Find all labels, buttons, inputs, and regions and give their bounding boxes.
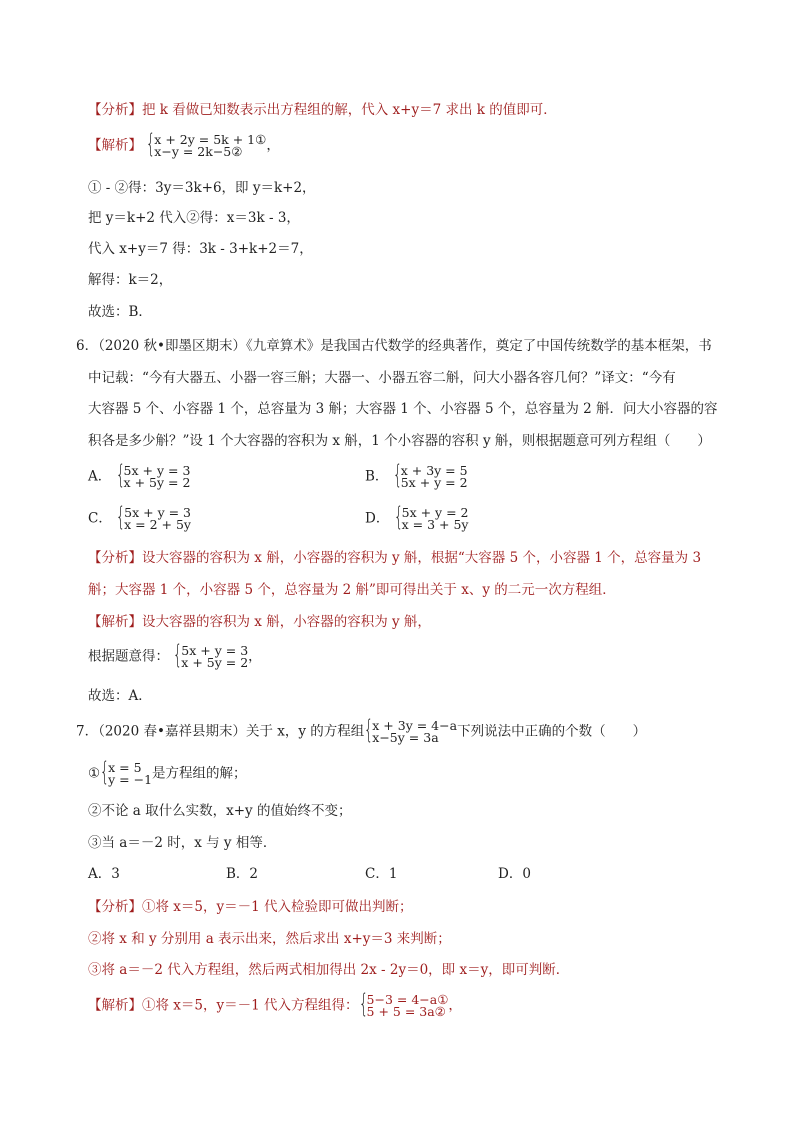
q7-analysis-line-2: ②将 x 和 y 分别用 a 表示出来，然后求出 x+y＝3 来判断； [88,931,451,947]
q6-stem-line-4: 积各是多少斛？”设 1 个大容器的容积为 x 斛，1 个小容器的容积 y 斛，则根据题意可列方程组（ ） [88,433,711,449]
analysis-tag: 【分析】 [88,102,142,118]
q6-stem-line-1: 6．（2020 秋•即墨区期末）《九章算术》是我国古代数学的经典著作，奠定了中国传统数学的基本框架，书 [76,338,712,354]
q6-by-problem: 根据题意得： { 5x + y = 3 x + 5y = 2 ， [88,645,262,669]
q6-option-d[interactable]: D． { 5x + y = 2 x = 3 + 5y [365,507,468,531]
q6-stem-line-3: 大容器 5 个、小容器 1 个，总容量为 3 斛；大容器 1 个、小容器 5 个，总容量为 2 斛．问大小容器的容 [88,401,718,417]
equation-system: { 5−3 = 4−a① 5 + 5 = 3a② [359,994,449,1018]
q7-option-b[interactable]: B．2 [226,866,259,882]
q7-statement-1: ① { x = 5 y = −1 是方程组的解； [88,762,247,786]
q6-option-c[interactable]: C． { 5x + y = 3 x = 2 + 5y [88,507,191,531]
q5-analysis [88,100,557,120]
q7-statement-2: ②不论 a 取什么实数，x+y 的值始终不变； [88,803,352,819]
q6-option-a[interactable]: A． { 5x + y = 3 x + 5y = 2 [88,465,190,489]
solution-tag: 【解析】 [88,137,142,154]
q6-solution: 【解析】设大容器的容积为 x 斛，小容器的容积为 y 斛， [88,614,431,630]
q6-analysis-line-1: 【分析】设大容器的容积为 x 斛，小容器的容积为 y 斛，根据“大容器 5 个，小容器 1 个，总容量为 3 [88,550,702,566]
q7-solution: 【解析】①将 x＝5，y＝－1 代入方程组得： { 5−3 = 4−a① 5 + 5 = 3a② ， [88,994,462,1018]
equation-system: { 5x + y = 3 x + 5y = 2 [173,645,248,669]
q5-step-3: 代入 x+y＝7 得：3k - 3+k+2＝7， [88,241,313,257]
q7-analysis-line-1: 【分析】①将 x＝5，y＝－1 代入检验即可做出判断； [88,899,413,915]
q5-solution: 【解析】 { x + 2y = 5k + 1① x−y = 2k−5② ， [88,134,280,158]
q7-analysis-line-3: ③将 a＝－2 代入方程组，然后两式相加得出 2x - 2y＝0，即 x＝y，即可判断． [88,962,570,978]
q6-option-b[interactable]: B． { x + 3y = 5 5x + y = 2 [365,465,468,489]
q7-option-a[interactable]: A．3 [88,866,120,882]
q7-option-d[interactable]: D．0 [498,866,531,882]
q5-step-1: ① - ②得：3y＝3k+6，即 y＝k+2， [88,180,316,196]
q5-answer: 故选：B． [88,304,152,320]
q6-stem-line-2: 中记载：“今有大器五、小器一容三斛；大器一、小器五容二斛，问大小器各容几何？”译文：“今有 [88,370,676,386]
equation-system: { x + 3y = 4−a x−5y = 3a [364,720,457,744]
q5-step-4: 解得：k＝2， [88,272,173,288]
q7-statement-3: ③当 a＝－2 时，x 与 y 相等． [88,835,277,851]
q7-option-c[interactable]: C．1 [365,866,398,882]
q6-answer: 故选：A． [88,688,152,704]
q7-stem: 7．（2020 春•嘉祥县期末）关于 x，y 的方程组 { x + 3y = 4−a x−5y = 3a 下列说法中正确的个数（ ） [76,720,646,744]
q5-step-2: 把 y＝k+2 代入②得：x＝3k - 3， [88,210,300,226]
equation-system: { x + 2y = 5k + 1① x−y = 2k−5② [146,134,266,158]
q6-analysis-line-2: 斛；大容器 1 个，小容器 5 个，总容量为 2 斛”即可得出关于 x、y 的二元一次方程组． [88,582,616,598]
analysis-text: 把 k 看做已知数表示出方程组的解，代入 x+y＝7 求出 k 的值即可． [142,102,557,118]
